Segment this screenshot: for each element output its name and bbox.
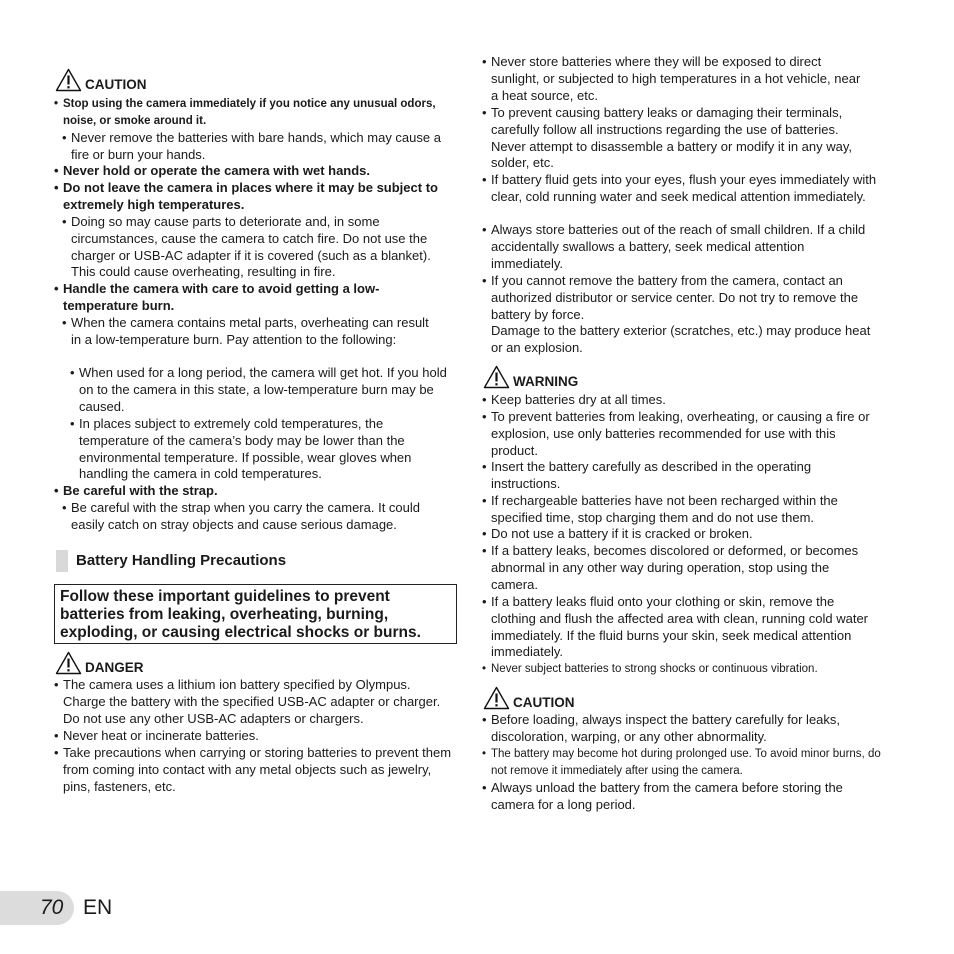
warning-label: WARNING (513, 374, 579, 389)
caution-bullet-4: • Handle the camera with care to avoid getting a low-temperature burn. (63, 281, 418, 315)
danger-cont-item-5: • If you cannot remove the battery from the camera, contact an authorized distributor or service center. Do not try to remove the battery by force. (491, 273, 881, 323)
caution-right-item-2: • The battery may become hot during prolonged use. To avoid minor burns, do not remove it immediately after using the camera. (491, 746, 883, 780)
caution-bullet-1: • Stop using the camera immediately if you notice any unusual odors, noise, or smoke around it. (63, 96, 448, 130)
danger-item-2: • Never heat or incinerate batteries. (63, 728, 453, 745)
warning-item-2: • To prevent batteries from leaking, overheating, or causing a fire or explosion, use only batteries recommended for use with this product. (491, 409, 883, 459)
warning-triangle-icon (483, 686, 510, 710)
caution-label: CAUTION (85, 77, 147, 92)
danger-heading (55, 651, 144, 675)
caution-sub-3: • Doing so may cause parts to deteriorate and, in some circumstances, cause the camera to catch fire. Do not use the charger or USB-AC adapter if it is covered (such as a blanket). This could cause overheating, resulting in fire. (71, 214, 446, 281)
section-header-bar (56, 550, 68, 572)
guideline-box: Follow these important guidelines to prevent batteries from leaking, overheating, burning, exploding, or causing electrical shocks or burns. (54, 584, 457, 644)
warning-triangle-icon (55, 68, 82, 92)
danger-item-3: • Take precautions when carrying or storing batteries to prevent them from coming into contact with any metal objects such as jewelry, pins, fasteners, etc. (63, 745, 453, 795)
warning-item-3: • Insert the battery carefully as described in the operating instructions. (491, 459, 871, 493)
warning-item-7: • If a battery leaks fluid onto your clothing or skin, remove the clothing and flush the affected area with clean, running cold water immediately. If the fluid burns your skin, seek medical attention immediately. (491, 594, 871, 661)
warning-item-5: • Do not use a battery if it is cracked or broken. (491, 526, 881, 543)
warning-item-4: • If rechargeable batteries have not been recharged within the specified time, stop charging them and do not use them. (491, 493, 876, 527)
danger-cont-item-2: • To prevent causing battery leaks or damaging their terminals, carefully follow all instructions regarding the use of batteries. Never attempt to disassemble a battery or modify it in any way, solder, etc. (491, 105, 876, 172)
caution-subsub-4b: • In places subject to extremely cold temperatures, the temperature of the camera’s body may be lower than the environmental temperature. If possible, wear gloves when handling the camera in cold temperatures. (79, 416, 451, 483)
danger-cont-item-1: • Never store batteries where they will be exposed to direct sunlight, or subjected to high temperatures in a hot vehicle, near a heat source, etc. (491, 54, 871, 104)
caution-sub-1: • Never remove the batteries with bare hands, which may cause a fire or burn your hands. (71, 130, 446, 164)
warning-item-6: • If a battery leaks, becomes discolored or deformed, or becomes abnormal in any other way during operation, stop using the camera. (491, 543, 866, 593)
caution-sub-4: • When the camera contains metal parts, overheating can result in a low-temperature burn. Pay attention to the following: (71, 315, 441, 349)
caution-heading-left (55, 68, 147, 92)
damage-note: Damage to the battery exterior (scratches, etc.) may produce heat or an explosion. (491, 323, 871, 355)
caution-bullet-5: • Be careful with the strap. (63, 483, 448, 500)
caution-right-item-3: • Always unload the battery from the camera before storing the camera for a long period. (491, 780, 881, 814)
warning-triangle-icon (55, 651, 82, 675)
danger-cont-item-4: • Always store batteries out of the reach of small children. If a child accidentally swallows a battery, seek medical attention immediately. (491, 222, 876, 272)
page-number: 70 (40, 896, 64, 919)
warning-item-1: • Keep batteries dry at all times. (491, 392, 881, 409)
caution-bullet-3: • Do not leave the camera in places where it may be subject to extremely high temperatures. (63, 180, 456, 214)
caution-heading-right (483, 686, 575, 710)
danger-item-1: • The camera uses a lithium ion battery specified by Olympus. Charge the battery with the specified USB-AC adapter or charger. Do not use any other USB-AC adapters or chargers. (63, 677, 453, 727)
warning-triangle-icon (483, 365, 510, 389)
warning-heading (483, 365, 578, 389)
caution-right-item-1: • Before loading, always inspect the battery carefully for leaks, discoloration, warping, or any other abnormality. (491, 712, 876, 746)
section-title: Battery Handling Precautions (76, 552, 287, 569)
caution-bullet-2: • Never hold or operate the camera with wet hands. (63, 163, 453, 180)
warning-item-8: • Never subject batteries to strong shocks or continuous vibration. (491, 661, 883, 678)
danger-cont-item-3: • If battery fluid gets into your eyes, flush your eyes immediately with clear, cold running water and seek medical attention immediately. (491, 172, 883, 206)
section-header (56, 550, 476, 572)
caution-sub-5: • Be careful with the strap when you carry the camera. It could easily catch on stray objects and cause serious damage. (71, 500, 451, 534)
danger-label: DANGER (85, 660, 144, 675)
language-label: EN (83, 896, 113, 919)
caution-subsub-4a: • When used for a long period, the camera will get hot. If you hold on to the camera in this state, a low-temperature burn may be caused. (79, 365, 451, 415)
caution-label: CAUTION (513, 695, 575, 710)
